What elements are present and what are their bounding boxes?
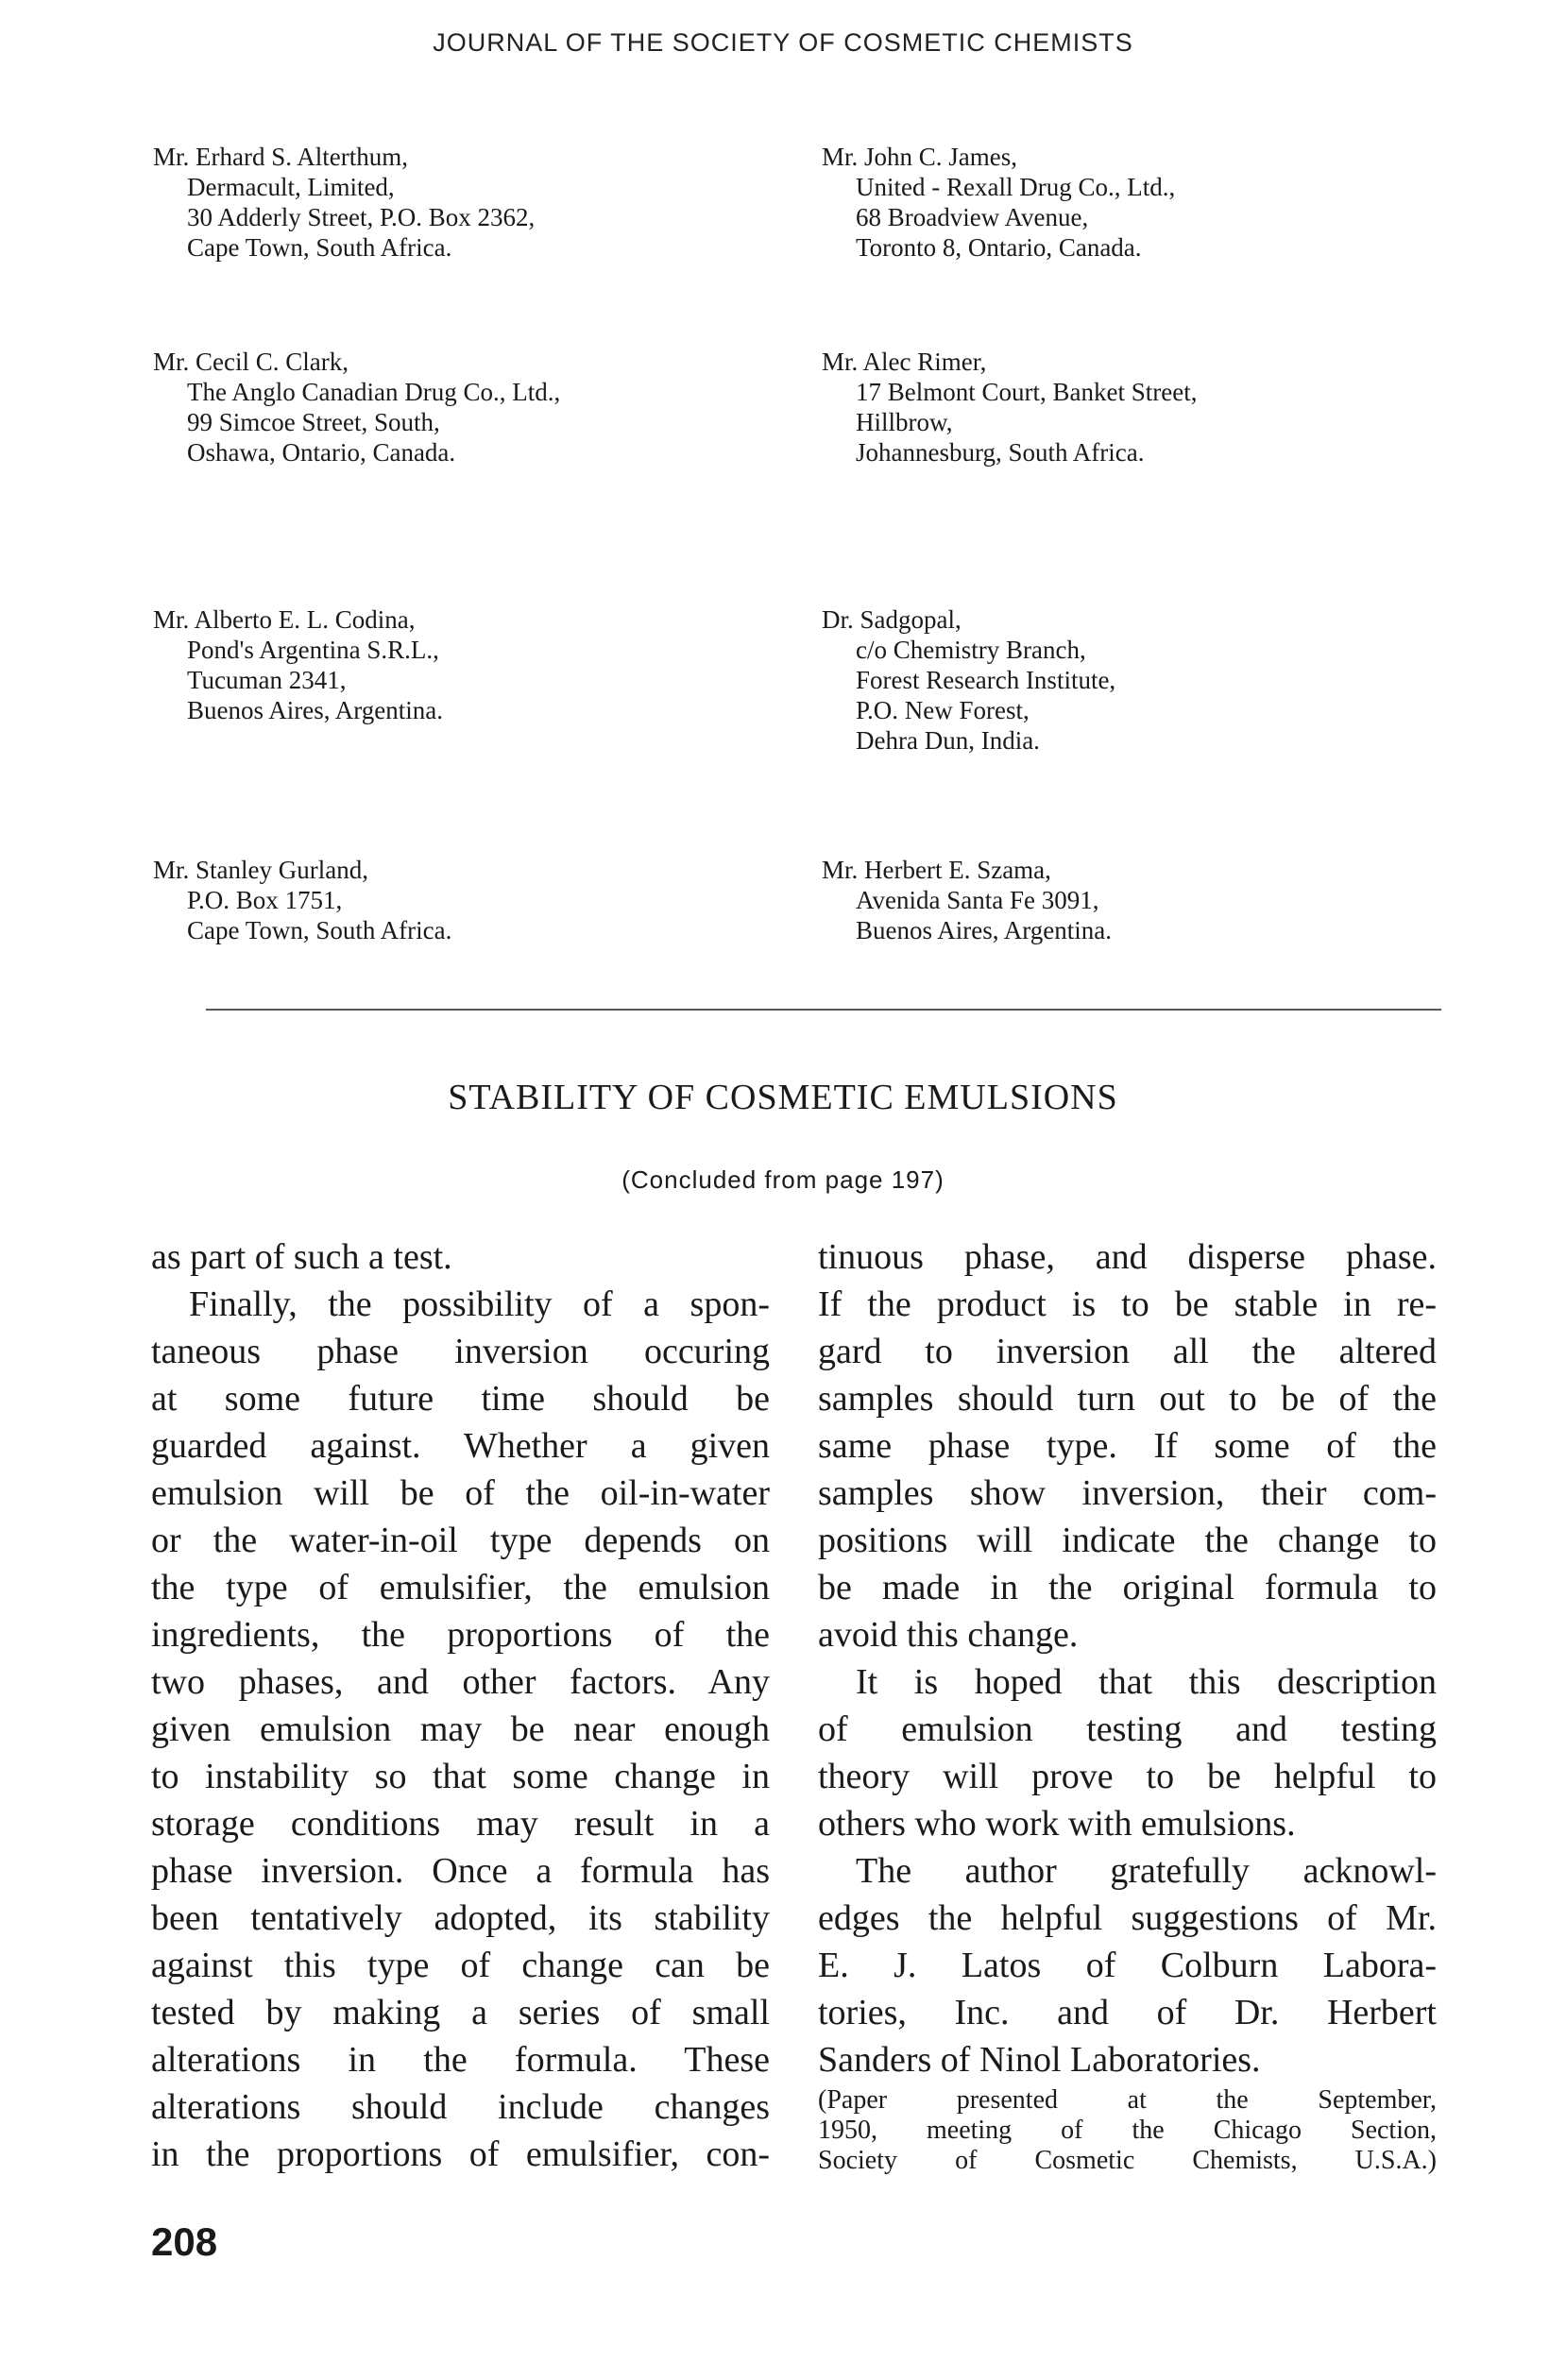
body-text-line: theory will prove to be helpful to	[818, 1757, 1437, 1796]
body-text-line: or the water-in-oil type depends on	[151, 1521, 770, 1560]
body-text-line: samples show inversion, their com-	[818, 1473, 1437, 1513]
body-text-line: Finally, the possibility of a spon-	[189, 1284, 770, 1324]
section-divider	[206, 1009, 1441, 1011]
address-line: Johannesburg, South Africa.	[856, 438, 1145, 467]
body-text-line: guarded against. Whether a given	[151, 1426, 770, 1466]
body-text-line: two phases, and other factors. Any	[151, 1662, 770, 1702]
address-line: Hillbrow,	[856, 408, 953, 436]
body-text-line: alterations should include changes	[151, 2087, 770, 2127]
member-name: Dr. Sadgopal,	[822, 605, 962, 634]
member-name: Mr. Alec Rimer,	[822, 348, 987, 376]
member-name: Mr. Alberto E. L. Codina,	[153, 605, 416, 634]
member-name: Mr. John C. James,	[822, 143, 1018, 171]
member-name: Mr. Stanley Gurland,	[153, 856, 368, 884]
body-text-line: The author gratefully acknowl-	[856, 1851, 1437, 1891]
journal-header: JOURNAL OF THE SOCIETY OF COSMETIC CHEMISTS	[433, 28, 1133, 57]
body-text-line: taneous phase inversion occuring	[151, 1332, 770, 1371]
body-text-line: given emulsion may be near enough	[151, 1709, 770, 1749]
body-text-line: edges the helpful suggestions of Mr.	[818, 1898, 1437, 1938]
address-line: P.O. New Forest,	[856, 696, 1030, 724]
body-text-line: Sanders of Ninol Laboratories.	[818, 2040, 1261, 2080]
body-text-line: same phase type. If some of the	[818, 1426, 1437, 1466]
body-text-line: been tentatively adopted, its stability	[151, 1898, 770, 1938]
body-text-line: samples should turn out to be of the	[818, 1379, 1437, 1419]
address-line: Tucuman 2341,	[187, 666, 347, 694]
body-text-line: E. J. Latos of Colburn Labora-	[818, 1946, 1437, 1985]
address-line: Toronto 8, Ontario, Canada.	[856, 233, 1142, 262]
address-line: 17 Belmont Court, Banket Street,	[856, 378, 1198, 406]
note-line: (Paper presented at the September,	[818, 2085, 1437, 2115]
page-number: 208	[151, 2219, 218, 2264]
body-text-line: be made in the original formula to	[818, 1568, 1437, 1607]
address-line: 68 Broadview Avenue,	[856, 203, 1089, 231]
body-text-line: the type of emulsifier, the emulsion	[151, 1568, 770, 1607]
address-line: Cape Town, South Africa.	[187, 233, 452, 262]
address-line: Dehra Dun, India.	[856, 726, 1040, 755]
address-line: United - Rexall Drug Co., Ltd.,	[856, 173, 1176, 201]
address-block	[153, 347, 560, 468]
address-block	[153, 142, 535, 263]
address-block	[822, 855, 1112, 945]
address-block	[153, 604, 443, 725]
presentation-note	[818, 2085, 1437, 2176]
address-line: 30 Adderly Street, P.O. Box 2362,	[187, 203, 536, 231]
address-line: c/o Chemistry Branch,	[856, 636, 1086, 664]
body-text-line: tested by making a series of small	[151, 1993, 770, 2032]
address-line: Forest Research Institute,	[856, 666, 1116, 694]
body-text-line: gard to inversion all the altered	[818, 1332, 1437, 1371]
address-line: P.O. Box 1751,	[187, 886, 343, 914]
address-block	[153, 855, 451, 945]
left-column	[151, 1233, 770, 2178]
address-block	[822, 142, 1175, 263]
address-line: Pond's Argentina S.R.L.,	[187, 636, 439, 664]
body-text-line: ingredients, the proportions of the	[151, 1615, 770, 1655]
body-text-line: in the proportions of emulsifier, con-	[151, 2134, 770, 2174]
body-text-line: storage conditions may result in a	[151, 1804, 770, 1844]
address-line: 99 Simcoe Street, South,	[187, 408, 440, 436]
member-name: Mr. Erhard S. Alterthum,	[153, 143, 408, 171]
member-name: Mr. Herbert E. Szama,	[822, 856, 1051, 884]
address-line: Buenos Aires, Argentina.	[187, 696, 443, 724]
body-text-line: avoid this change.	[818, 1615, 1079, 1655]
note-line: 1950, meeting of the Chicago Section,	[818, 2116, 1437, 2145]
body-text-line: tinuous phase, and disperse phase.	[818, 1237, 1437, 1277]
address-block	[822, 347, 1197, 468]
body-text-line: to instability so that some change in	[151, 1757, 770, 1796]
body-text-line: others who work with emulsions.	[818, 1804, 1296, 1844]
address-line: Cape Town, South Africa.	[187, 916, 452, 944]
body-text-line: It is hoped that this description	[856, 1662, 1437, 1702]
body-text-line: positions will indicate the change to	[818, 1521, 1437, 1560]
member-name: Mr. Cecil C. Clark,	[153, 348, 349, 376]
address-line: Dermacult, Limited,	[187, 173, 395, 201]
body-text-line: emulsion will be of the oil-in-water	[151, 1473, 770, 1513]
body-text-line: against this type of change can be	[151, 1946, 770, 1985]
article-title: STABILITY OF COSMETIC EMULSIONS	[448, 1078, 1118, 1117]
body-text-line: tories, Inc. and of Dr. Herbert	[818, 1993, 1437, 2032]
body-text-line: of emulsion testing and testing	[818, 1709, 1437, 1749]
concluded-note: (Concluded from page 197)	[621, 1165, 945, 1194]
body-text-line: as part of such a test.	[151, 1237, 452, 1277]
address-line: Avenida Santa Fe 3091,	[856, 886, 1099, 914]
body-text-line: phase inversion. Once a formula has	[151, 1851, 770, 1891]
note-line: Society of Cosmetic Chemists, U.S.A.)	[818, 2146, 1437, 2175]
address-line: Oshawa, Ontario, Canada.	[187, 438, 456, 467]
address-line: The Anglo Canadian Drug Co., Ltd.,	[187, 378, 561, 406]
right-column	[818, 1233, 1437, 2176]
body-text-line: at some future time should be	[151, 1379, 770, 1419]
address-line: Buenos Aires, Argentina.	[856, 916, 1112, 944]
address-block	[822, 604, 1115, 756]
body-text-line: If the product is to be stable in re-	[818, 1284, 1437, 1324]
body-text-line: alterations in the formula. These	[151, 2040, 770, 2080]
